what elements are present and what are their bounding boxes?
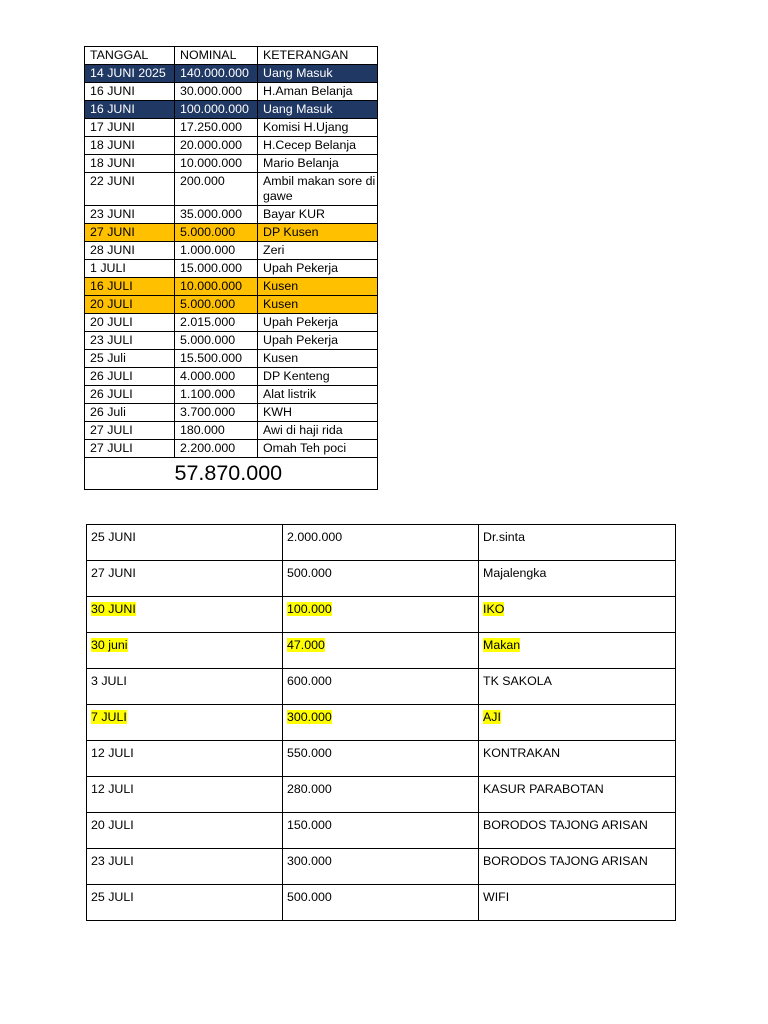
note-cell: Alat listrik [258,386,378,404]
amount-cell: 10.000.000 [175,278,258,296]
date-text: 25 JULI [91,890,134,904]
note-cell [479,633,676,669]
amount-cell: 15.500.000 [175,350,258,368]
note-text: TK SAKOLA [483,674,552,688]
date-text: 27 JUNI [91,566,136,580]
amount-cell [283,705,479,741]
amount-cell [283,885,479,921]
date-cell: 28 JUNI [85,242,175,260]
note-cell [479,849,676,885]
note-cell [479,741,676,777]
table-row [87,705,676,741]
date-cell: 23 JUNI [85,206,175,224]
note-cell [479,525,676,561]
amount-text: 300.000 [287,854,332,868]
table-row [85,350,378,368]
table-row [85,137,378,155]
table-row [85,386,378,404]
date-cell: 26 Juli [85,404,175,422]
amount-text: 600.000 [287,674,332,688]
note-text: BORODOS TAJONG ARISAN [483,818,648,832]
amount-cell: 2.200.000 [175,440,258,458]
amount-cell: 5.000.000 [175,332,258,350]
date-cell: 16 JUNI [85,83,175,101]
amount-text: 280.000 [287,782,332,796]
table-row [87,561,676,597]
amount-cell [283,777,479,813]
table-row [85,440,378,458]
amount-cell [283,849,479,885]
table-row [85,83,378,101]
amount-cell: 35.000.000 [175,206,258,224]
amount-cell: 1.100.000 [175,386,258,404]
amount-text: 500.000 [287,890,332,904]
note-text: IKO [483,602,505,616]
table-row [87,633,676,669]
expense-table-main-body [85,47,378,490]
date-cell [87,885,283,921]
total-spacer-cell [85,458,175,490]
amount-cell: 10.000.000 [175,155,258,173]
date-cell [87,597,283,633]
date-cell [87,741,283,777]
note-text: WIFI [483,890,510,904]
note-cell: Upah Pekerja [258,332,378,350]
amount-text: 47.000 [287,638,325,652]
amount-cell: 5.000.000 [175,296,258,314]
date-cell: 26 JULI [85,386,175,404]
note-cell: Awi di haji rida [258,422,378,440]
note-cell: Uang Masuk [258,101,378,119]
table-row [87,885,676,921]
date-cell: 26 JULI [85,368,175,386]
note-text: KASUR PARABOTAN [483,782,604,796]
note-cell: Kusen [258,350,378,368]
amount-cell [283,741,479,777]
amount-cell: 4.000.000 [175,368,258,386]
table-row [85,242,378,260]
table-row [87,525,676,561]
amount-cell: 15.000.000 [175,260,258,278]
amount-cell [283,597,479,633]
table-row [85,260,378,278]
date-cell: 1 JULI [85,260,175,278]
amount-cell: 1.000.000 [175,242,258,260]
table-row [85,314,378,332]
header-cell-date: TANGGAL [85,47,175,65]
amount-cell [283,813,479,849]
date-cell: 16 JULI [85,278,175,296]
amount-cell: 100.000.000 [175,101,258,119]
date-text: 30 JUNI [91,602,136,616]
table-row [87,777,676,813]
note-cell: Kusen [258,296,378,314]
amount-text: 150.000 [287,818,332,832]
date-cell: 23 JULI [85,332,175,350]
table-row [85,65,378,83]
note-cell: Kusen [258,278,378,296]
date-cell: 27 JUNI [85,224,175,242]
note-text: AJI [483,710,501,724]
note-text: Dr.sinta [483,530,526,544]
date-cell [87,669,283,705]
date-cell: 17 JUNI [85,119,175,137]
note-cell: Upah Pekerja [258,314,378,332]
date-cell: 18 JUNI [85,137,175,155]
table-row [87,597,676,633]
amount-cell [283,633,479,669]
date-text: 12 JULI [91,782,134,796]
note-cell: Ambil makan sore di gawe [258,173,378,206]
note-text: KONTRAKAN [483,746,561,760]
note-cell [479,813,676,849]
header-cell-amount: NOMINAL [175,47,258,65]
total-row [85,458,378,490]
date-cell: 14 JUNI 2025 [85,65,175,83]
date-cell: 20 JULI [85,296,175,314]
amount-text: 100.000 [287,602,332,616]
note-cell [479,885,676,921]
note-cell: KWH [258,404,378,422]
date-cell: 27 JULI [85,422,175,440]
note-cell: Komisi H.Ujang [258,119,378,137]
date-cell: 20 JULI [85,314,175,332]
date-cell [87,705,283,741]
table-row [85,368,378,386]
date-cell [87,633,283,669]
date-text: 12 JULI [91,746,134,760]
date-text: 20 JULI [91,818,134,832]
table-row [87,669,676,705]
note-cell: Mario Belanja [258,155,378,173]
table-row [85,404,378,422]
amount-text: 500.000 [287,566,332,580]
note-text: Makan [483,638,521,652]
date-cell [87,777,283,813]
table-row [85,224,378,242]
note-text: Majalengka [483,566,547,580]
amount-cell: 30.000.000 [175,83,258,101]
date-text: 3 JULI [91,674,127,688]
note-cell [479,669,676,705]
expense-table-main [84,46,378,490]
date-cell: 27 JULI [85,440,175,458]
note-cell: Upah Pekerja [258,260,378,278]
table-row [87,849,676,885]
date-cell: 25 Juli [85,350,175,368]
note-cell: Zeri [258,242,378,260]
expense-table-secondary [86,524,676,921]
table-row [85,422,378,440]
amount-cell: 200.000 [175,173,258,206]
amount-text: 2.000.000 [287,530,343,544]
date-cell [87,813,283,849]
table-row [85,101,378,119]
table-row [85,119,378,137]
date-cell [87,525,283,561]
table-row [85,332,378,350]
table-row [85,173,378,206]
amount-cell [283,669,479,705]
amount-cell: 20.000.000 [175,137,258,155]
note-cell: Uang Masuk [258,65,378,83]
amount-cell: 5.000.000 [175,224,258,242]
note-cell: Bayar KUR [258,206,378,224]
note-cell: DP Kusen [258,224,378,242]
table-row [85,155,378,173]
date-text: 7 JULI [91,710,127,724]
note-cell: H.Cecep Belanja [258,137,378,155]
amount-text: 550.000 [287,746,332,760]
header-cell-note: KETERANGAN [258,47,378,65]
note-cell: DP Kenteng [258,368,378,386]
table-header-row [85,47,378,65]
date-text: 30 juni [91,638,128,652]
amount-cell: 140.000.000 [175,65,258,83]
amount-cell [283,561,479,597]
date-text: 25 JUNI [91,530,136,544]
note-cell [479,705,676,741]
note-cell: Omah Teh poci [258,440,378,458]
amount-cell: 17.250.000 [175,119,258,137]
date-cell [87,849,283,885]
note-cell: H.Aman Belanja [258,83,378,101]
note-cell [479,561,676,597]
date-text: 23 JULI [91,854,134,868]
amount-cell [283,525,479,561]
expense-table-secondary-body [87,525,676,921]
amount-cell: 2.015.000 [175,314,258,332]
date-cell: 16 JUNI [85,101,175,119]
table-row [85,206,378,224]
date-cell [87,561,283,597]
total-value: 57.870.000 [175,458,378,490]
table-row [87,741,676,777]
note-cell [479,597,676,633]
date-cell: 18 JUNI [85,155,175,173]
table-row [85,296,378,314]
note-text: BORODOS TAJONG ARISAN [483,854,648,868]
table-row [87,813,676,849]
note-cell [479,777,676,813]
amount-cell: 180.000 [175,422,258,440]
amount-text: 300.000 [287,710,332,724]
table-row [85,278,378,296]
amount-cell: 3.700.000 [175,404,258,422]
date-cell: 22 JUNI [85,173,175,206]
